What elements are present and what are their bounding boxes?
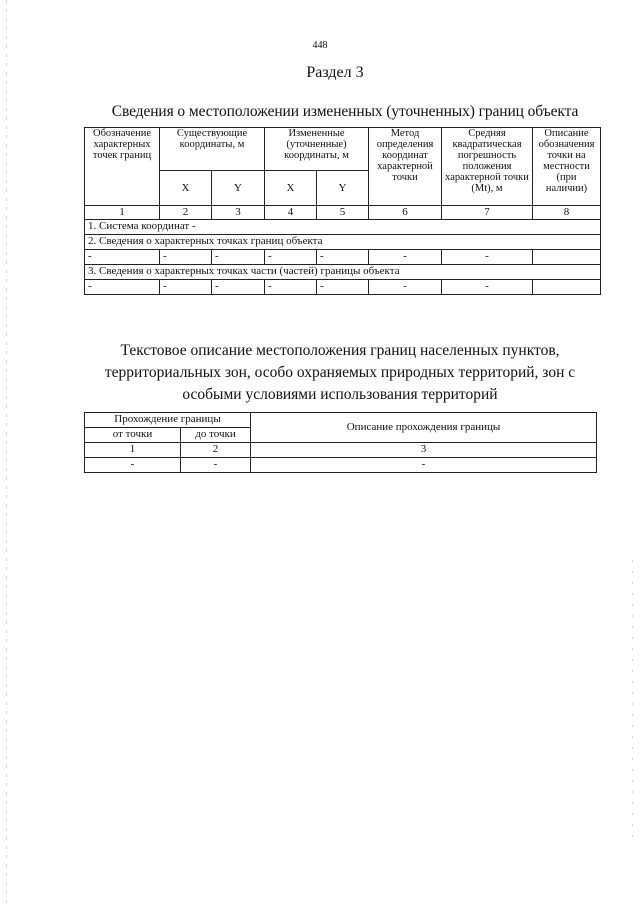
table-cell <box>533 250 601 265</box>
table-cell: - <box>317 280 369 295</box>
header-passage-description: Описание прохождения границы <box>251 413 597 443</box>
header-changed-x: X <box>265 171 317 206</box>
page-number: 448 <box>312 40 328 51</box>
table-cell: - <box>212 250 265 265</box>
column-number: 5 <box>317 206 369 220</box>
section-title: Раздел 3 <box>306 64 364 81</box>
column-number: 2 <box>181 443 251 458</box>
header-to-point: до точки <box>181 428 251 443</box>
column-number: 6 <box>369 206 442 220</box>
table-cell: - <box>369 280 442 295</box>
table-cell <box>533 280 601 295</box>
table2-title: Текстовое описание местоположения границ населенных пунктов, территориальных зон, особо охраняемых природных территорий, зон с особыми условиями использования территорий <box>104 342 576 403</box>
header-point-description: Описание обозначения точки на местности (при наличии) <box>533 128 601 206</box>
row-coordinate-system: 1. Система координат - <box>85 220 601 235</box>
table-cell: - <box>442 280 533 295</box>
column-number: 1 <box>85 443 181 458</box>
column-number: 7 <box>442 206 533 220</box>
header-boundary-passage: Прохождение границы <box>85 413 251 428</box>
table-cell: - <box>265 250 317 265</box>
table1-title: Сведения о местоположении измененных (уточненных) границ объекта <box>111 103 579 120</box>
table-cell: - <box>85 250 160 265</box>
column-number: 2 <box>160 206 212 220</box>
header-designation: Обозначение характерных точек границ <box>85 128 160 206</box>
header-existing-y: Y <box>212 171 265 206</box>
boundary-description-table <box>84 412 597 473</box>
table-cell: - <box>442 250 533 265</box>
column-number: 3 <box>212 206 265 220</box>
header-existing-coordinates: Существующие координаты, м <box>160 128 265 171</box>
table-cell: - <box>181 458 251 473</box>
row-boundary-points-heading: 2. Сведения о характерных точках границ объекта <box>85 235 601 250</box>
row-part-points-heading: 3. Сведения о характерных точках части (частей) границы объекта <box>85 265 601 280</box>
header-existing-x: X <box>160 171 212 206</box>
header-changed-y: Y <box>317 171 369 206</box>
table-cell: - <box>160 280 212 295</box>
header-changed-coordinates: Измененные (уточненные) координаты, м <box>265 128 369 171</box>
boundary-points-table <box>84 127 601 295</box>
table-cell: - <box>85 280 160 295</box>
header-from-point: от точки <box>85 428 181 443</box>
column-number: 4 <box>265 206 317 220</box>
header-mean-error: Средняя квадратическая погрешность положения характерной точки (Mt), м <box>442 128 533 206</box>
column-number: 1 <box>85 206 160 220</box>
scan-edge-left <box>6 0 7 905</box>
table-cell: - <box>160 250 212 265</box>
table-cell: - <box>265 280 317 295</box>
table-cell: - <box>251 458 597 473</box>
table-cell: - <box>85 458 181 473</box>
header-method: Метод определения координат характерной точки <box>369 128 442 206</box>
table-cell: - <box>369 250 442 265</box>
column-number: 8 <box>533 206 601 220</box>
table-cell: - <box>212 280 265 295</box>
table-cell: - <box>317 250 369 265</box>
column-number: 3 <box>251 443 597 458</box>
scan-edge-right <box>632 560 633 840</box>
